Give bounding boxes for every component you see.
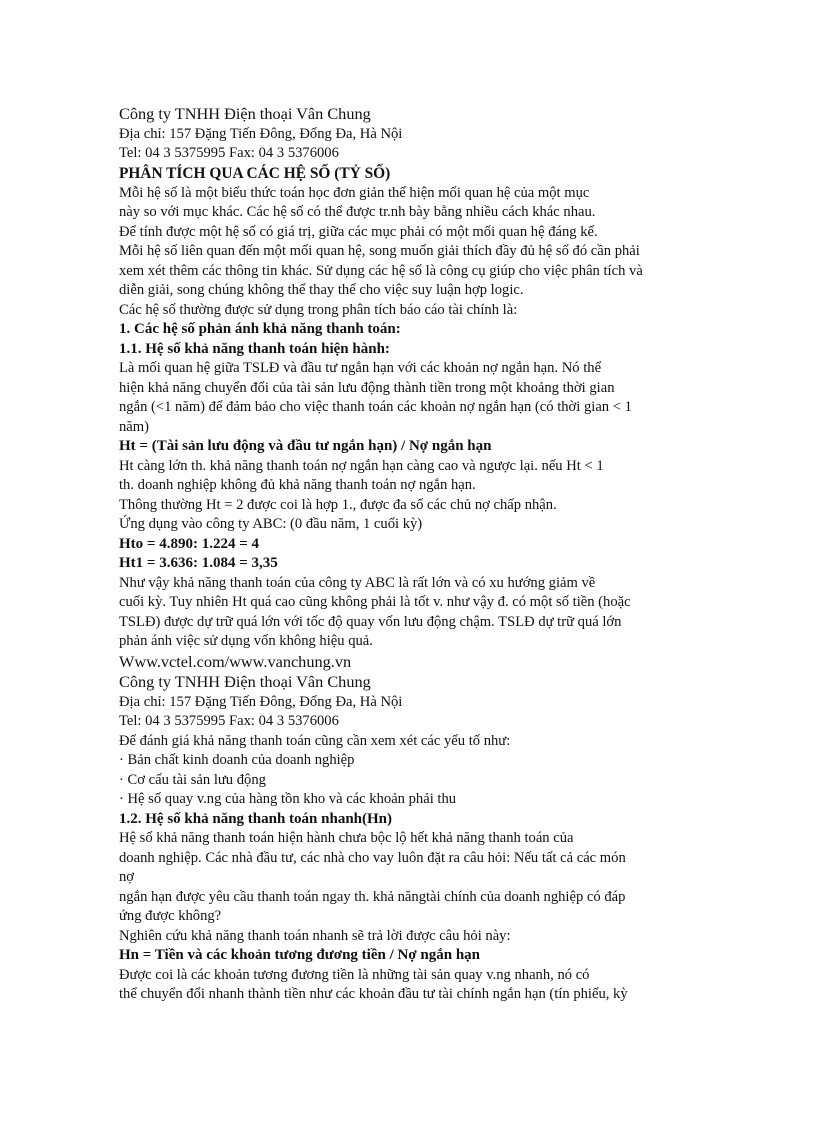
text-line: diễn giải, song chúng không thể thay thế cho việc suy luận hợp logic. [119, 282, 524, 298]
text-line: doanh nghiệp. Các nhà đầu tư, các nhà cho vay luôn đặt ra câu hỏi: Nếu tất cả các món [119, 849, 626, 866]
document-body [119, 104, 709, 1005]
text-line: Thông thường Ht = 2 được coi là hợp 1., được đa số các chủ nợ chấp nhận. [119, 496, 557, 513]
text-line: · Cơ cấu tài sản lưu động [119, 771, 266, 788]
text-line: Địa chỉ: 157 Đặng Tiến Đông, Đống Đa, Hà Nội [119, 125, 403, 142]
text-line: hiện khả năng chuyển đổi của tài sản lưu động thành tiền trong một khoảng thời gian [119, 379, 615, 396]
heading-line: Ht1 = 3.636: 1.084 = 3,35 [119, 555, 278, 571]
text-line: cuối kỳ. Tuy nhiên Ht quá cao cũng không phải là tốt v. như vậy đ. có một số tiền (hoặc [119, 594, 631, 610]
text-line: Để đánh giá khả năng thanh toán cũng cần xem xét các yếu tố như: [119, 732, 511, 749]
heading-line: 1. Các hệ số phản ánh khả năng thanh toán: [119, 321, 401, 337]
text-line: Ứng dụng vào công ty ABC: (0 đầu năm, 1 cuối kỳ) [119, 516, 423, 532]
text-line: Mỗi hệ số liên quan đến một mối quan hệ, song muốn giải thích đầy đủ hệ số đó cần phải [119, 243, 640, 259]
text-line: TSLĐ) được dự trữ quá lớn với tốc độ quay vốn lưu động chậm. TSLĐ dự trữ quá lớn [119, 613, 622, 630]
text-line: thể chuyển đổi nhanh thành tiền như các khoản đầu tư tài chính ngắn hạn (tín phiếu, kỳ [119, 986, 628, 1002]
text-line: Để tính được một hệ số có giá trị, giữa các mục phải có một mối quan hệ đáng kể. [119, 223, 598, 240]
text-line: Là mối quan hệ giữa TSLĐ và đầu tư ngắn hạn với các khoản nợ ngắn hạn. Nó thể [119, 360, 602, 376]
text-line: · Hệ số quay v.ng của hàng tồn kho và các khoản phải thu [119, 791, 457, 807]
text-line: Tel: 04 3 5375995 Fax: 04 3 5376006 [119, 145, 339, 161]
text-line: Ht càng lớn th. khả năng thanh toán nợ ngắn hạn càng cao và ngược lại. nếu Ht < 1 [119, 457, 604, 474]
text-line: Hệ số khả năng thanh toán hiện hành chưa bộc lộ hết khả năng thanh toán của [119, 830, 574, 846]
heading-line: Hn = Tiền và các khoản tương đương tiền / Nợ ngắn hạn [119, 947, 481, 963]
text-line: Công ty TNHH Điện thoại Vân Chung [119, 104, 371, 123]
heading-line: Ht = (Tài sản lưu động và đầu tư ngắn hạn) / Nợ ngắn hạn [119, 438, 492, 454]
text-line: Địa chỉ: 157 Đặng Tiến Đông, Đống Đa, Hà Nội [119, 693, 403, 710]
text-line: Được coi là các khoản tương đương tiền là những tài sản quay v.ng nhanh, nó có [119, 966, 590, 983]
text-line: ngắn hạn được yêu cầu thanh toán ngay th. khả năngtài chính của doanh nghiệp có đáp [119, 888, 626, 905]
text-line: th. doanh nghiệp không đủ khả năng thanh toán nợ ngắn hạn. [119, 477, 476, 493]
text-line: · Bản chất kinh doanh của doanh nghiệp [119, 752, 355, 768]
heading-line: 1.1. Hệ số khả năng thanh toán hiện hành: [119, 340, 390, 357]
heading-line: Hto = 4.890: 1.224 = 4 [119, 535, 260, 552]
heading-line: 1.2. Hệ số khả năng thanh toán nhanh(Hn) [119, 810, 393, 827]
text-line: Www.vctel.com/www.vanchung.vn [119, 651, 352, 671]
text-line: nợ [119, 869, 135, 885]
text-line: Như vậy khả năng thanh toán của công ty ABC là rất lớn và có xu hướng giảm về [119, 574, 596, 591]
text-line: ứng được không? [119, 908, 222, 924]
text-line: năm) [119, 418, 149, 435]
text-line: Các hệ số thường được sử dụng trong phân tích báo cáo tài chính là: [119, 301, 518, 318]
text-line: này so với mục khác. Các hệ số có thể được tr.nh bày bằng nhiều cách khác nhau. [119, 204, 596, 220]
heading-line: PHÂN TÍCH QUA CÁC HỆ SỐ (TỶ SỐ) [119, 164, 391, 182]
text-line: Công ty TNHH Điện thoại Vân Chung [119, 672, 371, 691]
text-line: Tel: 04 3 5375995 Fax: 04 3 5376006 [119, 713, 339, 729]
text-line: Mỗi hệ số là một biểu thức toán học đơn giản thể hiện mối quan hệ của một mục [119, 184, 590, 201]
text-line: xem xét thêm các thông tin khác. Sử dụng các hệ số là công cụ giúp cho việc phân tích và [119, 262, 643, 279]
text-line: phản ánh việc sử dụng vốn không hiệu quả. [119, 633, 373, 649]
text-line: ngắn (<1 năm) để đảm bảo cho việc thanh toán các khoản nợ ngắn hạn (có thời gian < 1 [119, 399, 632, 415]
text-line: Nghiên cứu khả năng thanh toán nhanh sẽ trả lời được câu hỏi này: [119, 927, 511, 944]
